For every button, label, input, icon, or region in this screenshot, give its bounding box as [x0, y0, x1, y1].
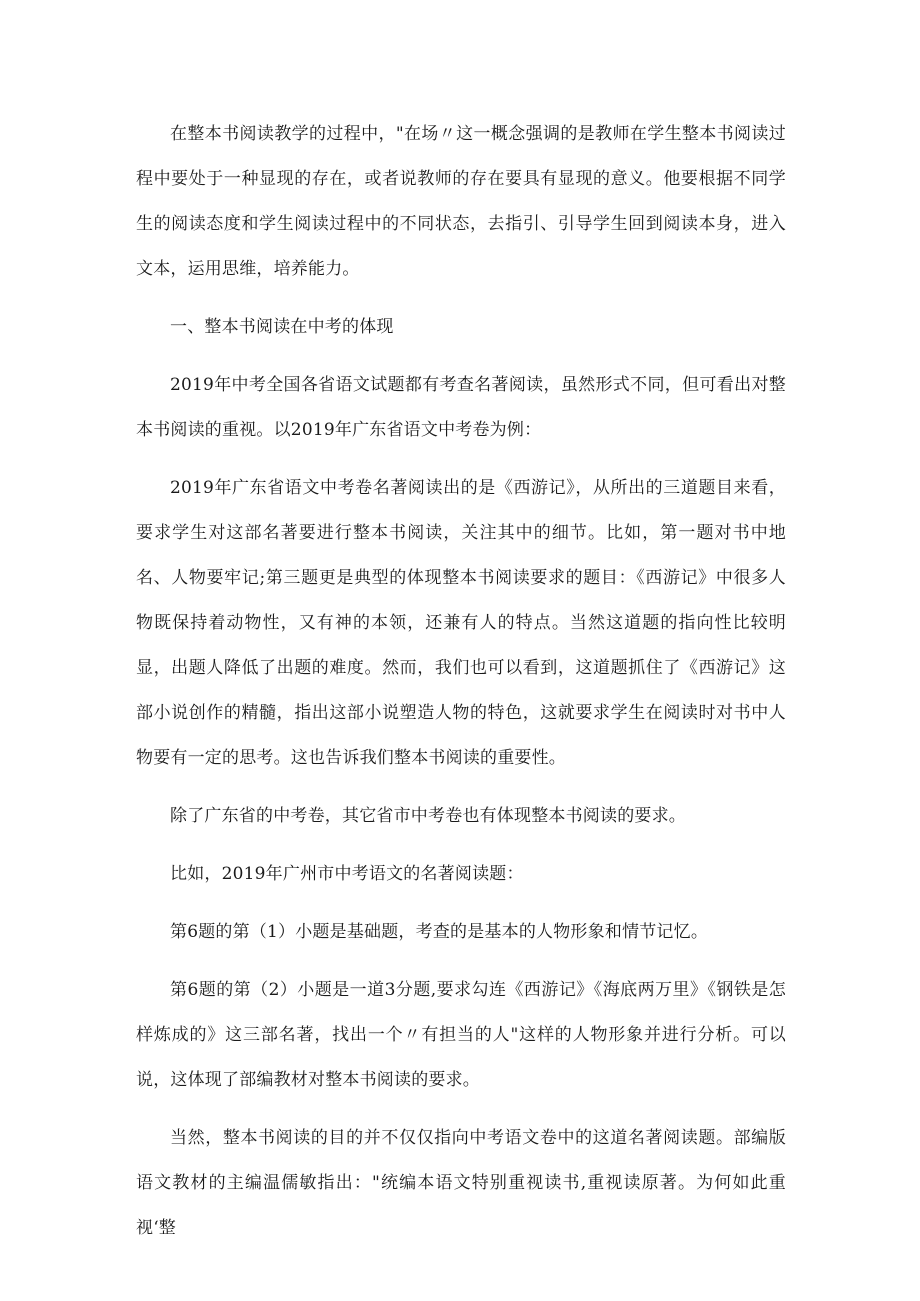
paragraph-guangzhou-example: 比如，2019年广州市中考语文的名著阅读题： [170, 864, 524, 884]
paragraph-guangdong-exam: 2019年广东省语文中考卷名著阅读出的是《西游记》，从所出的三道题目来看，要求学生对这部名著要进行整本书阅读，关注其中的细节。比如，第一题对书中地名、人物要牢记;第三题更是典型的体现整本书阅读要求的题目：《西游记》中很多人物既保持着动物性，又有神的本领，还兼有人的特点。当然这道题的指向性比较明显，出题人降低了出题的难度。然而，我们也可以看到，这道题抓住了《西游记》这部小说创作的精髓，指出这部小说塑造人物的特色，这就要求学生在阅读时对书中人物要有一定的思考。这也告诉我们整本书阅读的重要性。 [136, 478, 786, 768]
document-body [136, 112, 786, 1251]
paragraph-intro: 在整本书阅读教学的过程中，"在场〃这一概念强调的是教师在学生整本书阅读过程中要处于一种显现的存在，或者说教师的存在要具有显现的意义。他要根据不同学生的阅读态度和学生阅读过程中的不同状态，去指引、引导学生回到阅读本身，进入文本，运用思维，培养能力。 [136, 124, 786, 279]
paragraph-question-6-1: 第6题的第（1）小题是基础题，考查的是基本的人物形象和情节记忆。 [170, 922, 709, 942]
paragraph-question-6-2: 第6题的第（2）小题是一道3分题,要求勾连《西游记》《海底两万里》《钢铁是怎样炼成的》这三部名著，找出一个〃有担当的人"这样的人物形象并进行分析。可以说，这体现了部编教材对整本书阅读的要求。 [136, 980, 786, 1090]
paragraph-other-provinces: 除了广东省的中考卷，其它省市中考卷也有体现整本书阅读的要求。 [170, 806, 686, 826]
section-heading: 一、整本书阅读在中考的体现 [170, 317, 394, 337]
paragraph-conclusion: 当然，整本书阅读的目的并不仅仅指向中考语文卷中的这道名著阅读题。部编版语文教材的主编温儒敏指出："统编本语文特别重视读书,重视读原著。为何如此重视‘整 [136, 1128, 786, 1238]
paragraph-2019-overview: 2019年中考全国各省语文试题都有考查名著阅读，虽然形式不同，但可看出对整本书阅读的重视。以2019年广东省语文中考卷为例： [136, 375, 786, 440]
